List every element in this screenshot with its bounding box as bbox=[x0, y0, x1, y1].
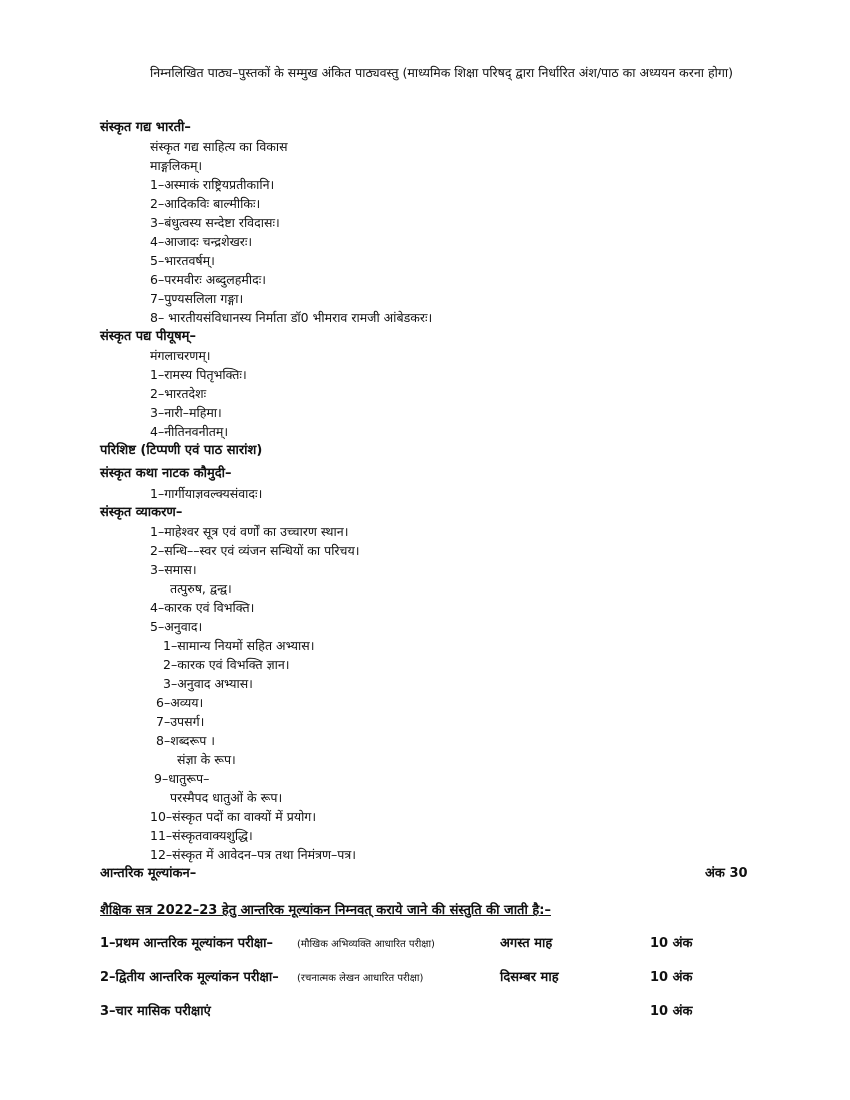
list-item: 2–सन्धि––स्वर एवं व्यंजन सन्धियों का परिचय। bbox=[150, 543, 360, 558]
list-item: 7–पुण्यसलिला गङ्गा। bbox=[150, 291, 244, 306]
list-item: 5–भारतवर्षम्। bbox=[150, 253, 215, 268]
assessment-row-marks: 10 अंक bbox=[650, 1004, 693, 1019]
list-item: 2–आदिकविः बाल्मीकिः। bbox=[150, 196, 261, 211]
list-item: माङ्गलिकम्। bbox=[150, 158, 203, 173]
list-item: 4–कारक एवं विभक्ति। bbox=[150, 600, 255, 615]
assessment-row-note: (रचनात्मक लेखन आधारित परीक्षा) bbox=[297, 973, 424, 984]
list-item: 5–अनुवाद। bbox=[150, 619, 203, 634]
assessment-row-label: 3–चार मासिक परीक्षाएं bbox=[100, 1004, 211, 1019]
list-item: संस्कृत गद्य साहित्य का विकास bbox=[150, 139, 288, 154]
assessment-row-label: 2–द्वितीय आन्तरिक मूल्यांकन परीक्षा– bbox=[100, 970, 279, 985]
list-item: 3–अनुवाद अभ्यास। bbox=[163, 676, 253, 691]
list-item: परस्मैपद धातुओं के रूप। bbox=[170, 790, 283, 805]
list-item: 7–उपसर्ग। bbox=[156, 714, 205, 729]
list-item: 1–गार्गीयाज्ञवल्क्यसंवादः। bbox=[150, 486, 263, 501]
list-item: 2–भारतदेशः bbox=[150, 386, 207, 401]
list-item: 3–नारी–महिमा। bbox=[150, 405, 222, 420]
list-item: 1–रामस्य पितृभक्तिः। bbox=[150, 367, 247, 382]
section-heading-katha: संस्कृत कथा नाटक कौमुदी– bbox=[100, 466, 232, 481]
section-heading-internal: आन्तरिक मूल्यांकन– bbox=[100, 866, 197, 881]
recommendation-text: शैक्षिक सत्र 2022–23 हेतु आन्तरिक मूल्यांकन निम्नवत् कराये जाने की संस्तुति की जाती है:– bbox=[100, 903, 551, 918]
total-marks: अंक 30 bbox=[705, 866, 748, 881]
assessment-row-marks: 10 अंक bbox=[650, 970, 693, 985]
list-item: 1–अस्माकं राष्ट्रियप्रतीकानि। bbox=[150, 177, 275, 192]
list-item: 12–संस्कृत में आवेदन–पत्र तथा निमंत्रण–पत्र। bbox=[150, 847, 357, 862]
list-item: 3–समास। bbox=[150, 562, 197, 577]
list-item: 3–बंधुत्वस्य सन्देष्टा रविदासः। bbox=[150, 215, 280, 230]
list-item: तत्पुरुष, द्वन्द्व। bbox=[170, 581, 232, 596]
section-heading-padya: संस्कृत पद्य पीयूषम्– bbox=[100, 329, 196, 344]
section-heading-vyakaran: संस्कृत व्याकरण– bbox=[100, 505, 183, 520]
list-item: 9–धातुरूप– bbox=[154, 771, 210, 786]
assessment-row-month: अगस्त माह bbox=[500, 936, 553, 951]
list-item: 4–नीतिनवनीतम्। bbox=[150, 424, 229, 439]
list-item: 2–कारक एवं विभक्ति ज्ञान। bbox=[163, 657, 290, 672]
list-item: 1–सामान्य नियमों सहित अभ्यास। bbox=[163, 638, 315, 653]
assessment-row-marks: 10 अंक bbox=[650, 936, 693, 951]
assessment-row-label: 1–प्रथम आन्तरिक मूल्यांकन परीक्षा– bbox=[100, 936, 274, 951]
list-item: 8–शब्दरूप । bbox=[156, 733, 216, 748]
intro-paragraph: निम्नलिखित पाठ्य–पुस्तकों के सम्मुख अंकित पाठ्यवस्तु (माध्यमिक शिक्षा परिषद् द्वारा निर्धारित अंश/पाठ का अध्ययन करना होगा) bbox=[150, 65, 733, 80]
list-item: 6–अव्यय। bbox=[156, 695, 204, 710]
list-item: 6–परमवीरः अब्दुलहमीदः। bbox=[150, 272, 267, 287]
list-item: मंगलाचरणम्। bbox=[150, 348, 211, 363]
list-item: संज्ञा के रूप। bbox=[177, 752, 236, 767]
section-heading-parishisht: परिशिष्ट (टिप्पणी एवं पाठ सारांश) bbox=[100, 443, 263, 458]
assessment-row-month: दिसम्बर माह bbox=[500, 970, 559, 985]
list-item: 11–संस्कृतवाक्यशुद्धि। bbox=[150, 828, 253, 843]
assessment-row-note: (मौखिक अभिव्यक्ति आधारित परीक्षा) bbox=[297, 939, 435, 950]
list-item: 8– भारतीयसंविधानस्य निर्माता डॉ0 भीमराव रामजी आंबेडकरः। bbox=[150, 310, 433, 325]
section-heading-gadya: संस्कृत गद्य भारती– bbox=[100, 120, 191, 135]
list-item: 4–आजादः चन्द्रशेखरः। bbox=[150, 234, 253, 249]
list-item: 10–संस्कृत पदों का वाक्यों में प्रयोग। bbox=[150, 809, 317, 824]
list-item: 1–माहेश्वर सूत्र एवं वर्णों का उच्चारण स्थान। bbox=[150, 524, 349, 539]
